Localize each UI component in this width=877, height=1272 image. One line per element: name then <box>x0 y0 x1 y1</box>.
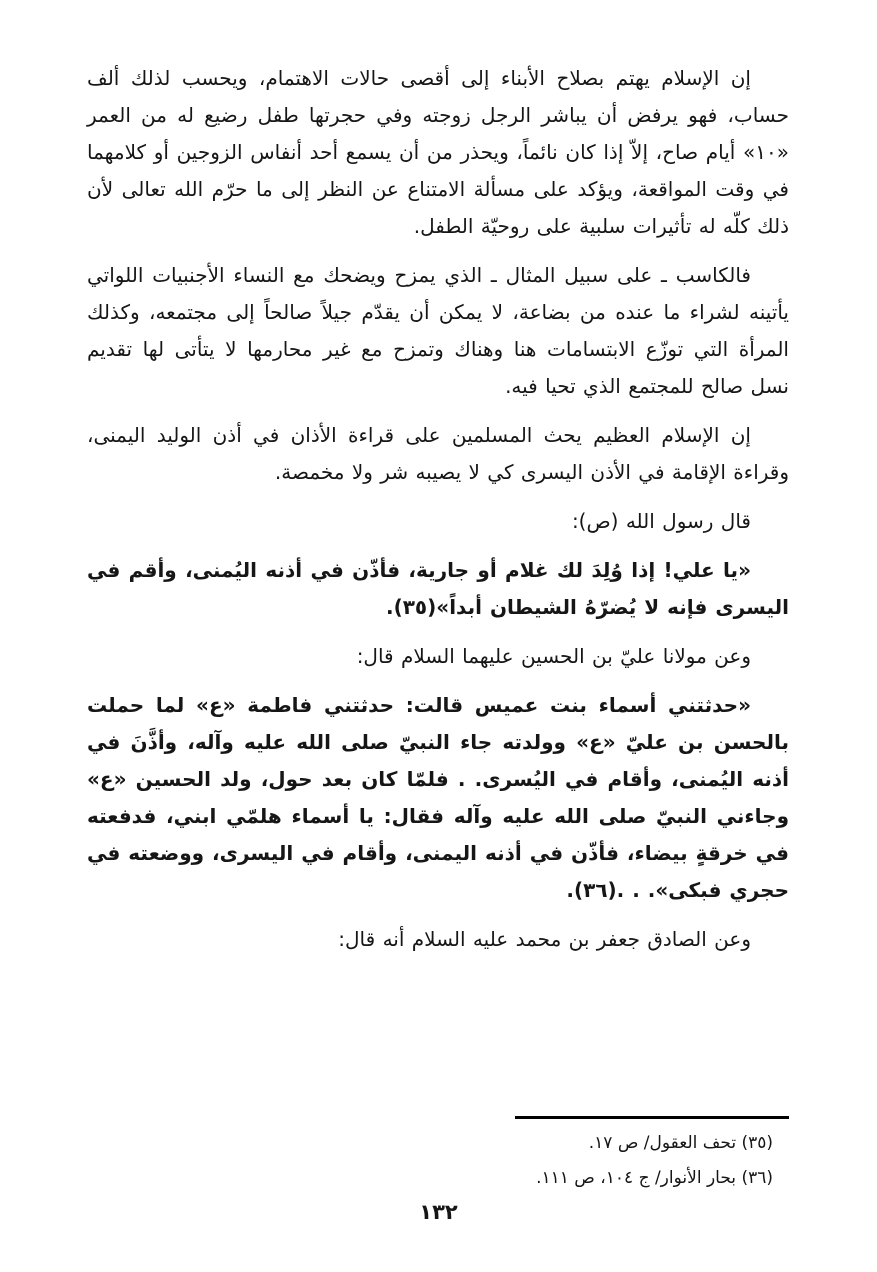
paragraph-adhan-intro: إن الإسلام العظيم يحث المسلمين على قراءة الأذان في أذن الوليد اليمنى، وقراءة الإقامة في الأذن اليسرى كي لا يصيبه شر ولا مخمصة. <box>87 423 789 484</box>
footnote-35: (٣٥) تحف العقول/ ص ١٧. <box>588 1133 773 1153</box>
paragraph-merchant-example: فالكاسب ـ على سبيل المثال ـ الذي يمزح ويضحك مع النساء الأجنبيات اللواتي يأتينه لشراء ما عنده من بضاعة، لا يمكن أن يقدّم جيلاً صالحاً إلى مجتمعه، وكذلك المرأة التي توزّع الابتسامات هنا وهناك وتمزح مع غير محارمها لا يتأتى لها تقديم نسل صالح للمجتمع الذي تحيا فيه. <box>87 263 789 398</box>
hadith-quote-2: «حدثتني أسماء بنت عميس قالت: حدثتني فاطمة «ع» لما حملت بالحسن بن عليّ «ع» وولدته جاء النبيّ صلى الله عليه وآله، وأذَّنَ في أذنه اليُمنى، وأقام في اليُسرى. . فلمّا كان بعد حول، ولد الحسين «ع» وجاءني النبيّ صلى الله عليه وآله فقال: يا أسماء هلمّي ابني، فدفعته في خرقةٍ بيضاء، فأذّن في أذنه اليمنى، وأقام في اليسرى، ووضعته في حجري فبكى». . .(٣٦). <box>87 693 789 902</box>
footnotes-section <box>87 1116 789 1199</box>
footnote-separator-rule <box>515 1116 789 1119</box>
hadith-quote-1: «يا علي! إذا وُلِدَ لك غلام أو جارية، فأذّن في أذنه اليُمنى، وأقم في اليسرى فإنه لا يُضرّهُ الشيطان أبداً»(٣٥). <box>87 558 789 619</box>
footnote-36: (٣٦) بحار الأنوار/ ج ١٠٤، ص ١١١. <box>536 1168 773 1188</box>
paragraph-child-care: إن الإسلام يهتم بصلاح الأبناء إلى أقصى حالات الاهتمام، ويحسب لذلك ألف حساب، فهو يرفض أن يباشر الرجل زوجته وفي حجرتها طفل رضيع له من العمر «١٠» أيام صاح، إلاّ إذا كان نائماً، ويحذر من أن يسمع أحد أنفاس الزوجين أو كلامهما في وقت المواقعة، ويؤكد على مسألة الامتناع عن النظر إلى ما حرّم الله تعالى لأن ذلك كلّه له تأثيرات سلبية على روحيّة الطفل. <box>87 66 789 238</box>
page-number: ١٣٢ <box>419 1200 458 1224</box>
paragraph-narrator-ali-ibn-husayn: وعن مولانا عليّ بن الحسين عليهما السلام قال: <box>356 644 751 668</box>
paragraph-prophet-said: قال رسول الله (ص): <box>571 509 751 533</box>
body-text <box>87 60 789 970</box>
paragraph-narrator-sadiq: وعن الصادق جعفر بن محمد عليه السلام أنه قال: <box>338 927 751 951</box>
